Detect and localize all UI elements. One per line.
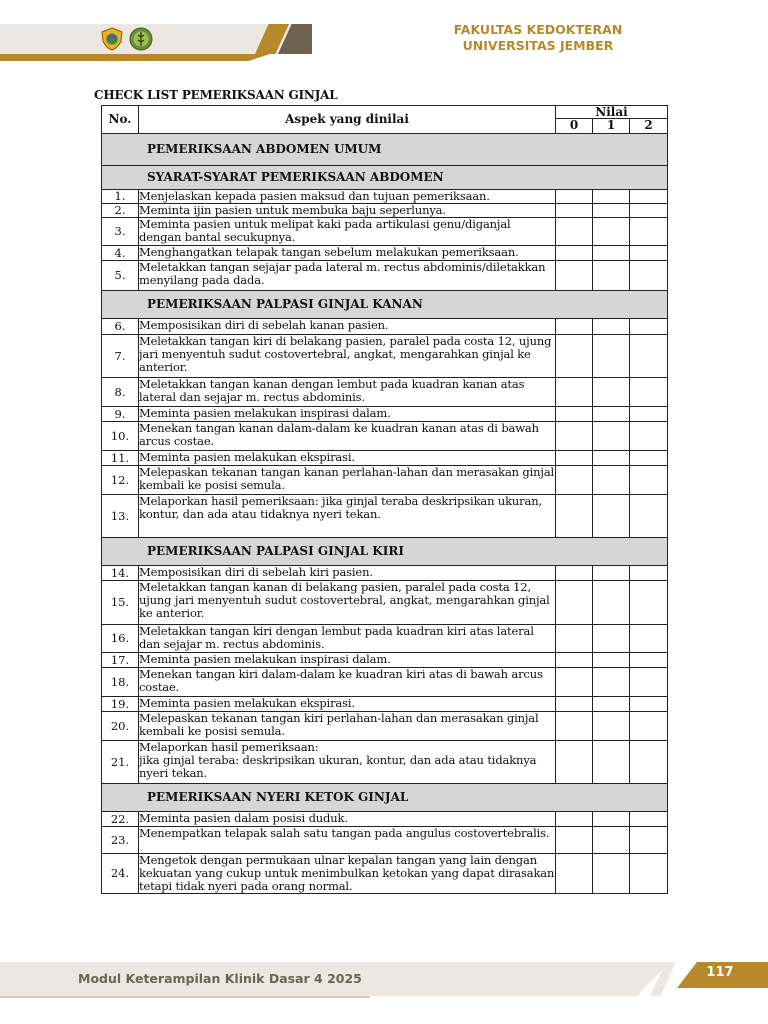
score-cell-2[interactable] xyxy=(630,812,668,827)
score-cell-1[interactable] xyxy=(593,378,630,407)
score-cell-2[interactable] xyxy=(630,422,668,451)
score-cell-0[interactable] xyxy=(556,218,593,246)
item-aspek: Meletakkan tangan kanan di belakang pasien, paralel pada costa 12, ujung jari menyentuh sudut costovertebral, angkat, mengarahkan ginjal ke anterior. xyxy=(139,581,556,625)
item-aspek: Melaporkan hasil pemeriksaan: jika ginjal teraba: deskripsikan ukuran, kontur, dan ada atau tidaknya nyeri tekan. xyxy=(139,741,556,784)
item-aspek: Menekan tangan kiri dalam-dalam ke kuadran kiri atas di bawah arcus costae. xyxy=(139,668,556,697)
score-cell-2[interactable] xyxy=(630,335,668,378)
score-cell-0[interactable] xyxy=(556,407,593,422)
score-cell-1[interactable] xyxy=(593,668,630,697)
score-cell-1[interactable] xyxy=(593,466,630,495)
item-number: 7. xyxy=(102,335,139,378)
item-number: 22. xyxy=(102,812,139,827)
score-cell-0[interactable] xyxy=(556,812,593,827)
item-number: 21. xyxy=(102,741,139,784)
table-row xyxy=(102,378,668,407)
item-aspek: Meminta pasien melakukan ekspirasi. xyxy=(139,451,556,466)
faculty-line-2: UNIVERSITAS JEMBER xyxy=(462,38,614,53)
item-aspek: Memposisikan diri di sebelah kanan pasien. xyxy=(139,319,556,335)
score-cell-1[interactable] xyxy=(593,812,630,827)
table-row xyxy=(102,319,668,335)
col-header-no: No. xyxy=(102,106,139,134)
score-cell-2[interactable] xyxy=(630,668,668,697)
item-aspek: Mengetok dengan permukaan ulnar kepalan tangan yang lain dengan kekuatan yang cukup untuk menimbulkan ketokan yang dapat dirasakan tetapi tidak nyeri pada orang normal. xyxy=(139,853,555,893)
score-cell-0[interactable] xyxy=(556,566,593,581)
col-header-score-0: 0 xyxy=(556,119,593,134)
item-aspek: Meminta pasien untuk melipat kaki pada artikulasi genu/diganjal dengan bantal secukupnya. xyxy=(139,218,556,246)
score-cell-1[interactable] xyxy=(593,335,630,378)
section-title: PEMERIKSAAN PALPASI GINJAL KIRI xyxy=(102,538,668,566)
score-cell-1[interactable] xyxy=(593,625,630,653)
score-cell-1[interactable] xyxy=(593,261,630,291)
item-aspek: Meletakkan tangan sejajar pada lateral m. rectus abdominis/diletakkan menyilang pada dada. xyxy=(139,261,556,291)
item-number: 5. xyxy=(102,261,139,291)
score-cell-2[interactable] xyxy=(630,495,668,538)
table-row xyxy=(102,741,668,784)
score-cell-1[interactable] xyxy=(593,319,630,335)
header-gold-underline xyxy=(0,54,270,61)
item-aspek: Menghangatkan telapak tangan sebelum melakukan pemeriksaan. xyxy=(139,246,556,261)
score-cell-1[interactable] xyxy=(593,451,630,466)
item-aspek: Meletakkan tangan kiri dengan lembut pada kuadran kiri atas lateral dan sejajar m. rectus abdominis. xyxy=(139,625,556,653)
section-row xyxy=(102,291,668,319)
item-aspek: Memposisikan diri di sebelah kiri pasien. xyxy=(139,566,556,581)
table-row xyxy=(102,335,668,378)
col-header-nilai: Nilai xyxy=(556,106,668,119)
score-cell-2[interactable] xyxy=(630,204,668,218)
section-row xyxy=(102,538,668,566)
score-cell-1[interactable] xyxy=(593,854,630,894)
item-number: 1. xyxy=(102,190,139,204)
score-cell-2[interactable] xyxy=(630,712,668,741)
score-cell-0[interactable] xyxy=(556,335,593,378)
item-aspek: Meminta pasien melakukan ekspirasi. xyxy=(139,697,556,712)
item-number: 12. xyxy=(102,466,139,495)
item-aspek: Melepaskan tekanan tangan kanan perlahan-lahan dan merasakan ginjal kembali ke posisi semula. xyxy=(139,466,556,495)
table-row xyxy=(102,218,668,246)
score-cell-0[interactable] xyxy=(556,581,593,625)
item-number: 8. xyxy=(102,378,139,407)
score-cell-1[interactable] xyxy=(593,581,630,625)
score-cell-1[interactable] xyxy=(593,697,630,712)
score-cell-0[interactable] xyxy=(556,422,593,451)
score-cell-2[interactable] xyxy=(630,653,668,668)
score-cell-1[interactable] xyxy=(593,190,630,204)
item-aspek: Meletakkan tangan kanan dengan lembut pada kuadran kanan atas lateral dan sejajar m. rectus abdominis. xyxy=(139,378,556,407)
university-seal-icon xyxy=(100,27,124,51)
score-cell-1[interactable] xyxy=(593,204,630,218)
section-row xyxy=(102,134,668,166)
score-cell-1[interactable] xyxy=(593,712,630,741)
score-cell-0[interactable] xyxy=(556,668,593,697)
score-cell-0[interactable] xyxy=(556,712,593,741)
item-number: 6. xyxy=(102,319,139,335)
item-aspek: Menekan tangan kanan dalam-dalam ke kuadran kanan atas di bawah arcus costae. xyxy=(139,422,556,451)
score-cell-2[interactable] xyxy=(630,566,668,581)
item-number: 13. xyxy=(102,495,139,538)
col-header-score-1: 1 xyxy=(593,119,630,134)
score-cell-2[interactable] xyxy=(630,261,668,291)
item-number: 14. xyxy=(102,566,139,581)
table-row xyxy=(102,466,668,495)
table-row xyxy=(102,204,668,218)
table-row xyxy=(102,812,668,827)
item-number: 11. xyxy=(102,451,139,466)
table-row xyxy=(102,712,668,741)
section-row xyxy=(102,166,668,190)
score-cell-0[interactable] xyxy=(556,319,593,335)
item-aspek: Meminta ijin pasien untuk membuka baju seperlunya. xyxy=(139,204,556,218)
col-header-score-2: 2 xyxy=(630,119,668,134)
table-row xyxy=(102,625,668,653)
item-aspek: Melaporkan hasil pemeriksaan: jika ginjal teraba deskripsikan ukuran, kontur, dan ada atau tidaknya nyeri tekan. xyxy=(139,495,556,538)
item-aspek: Menjelaskan kepada pasien maksud dan tujuan pemeriksaan. xyxy=(139,190,556,204)
faculty-line-1: FAKULTAS KEDOKTERAN xyxy=(453,22,623,37)
score-cell-0[interactable] xyxy=(556,495,593,538)
col-header-aspek: Aspek yang dinilai xyxy=(139,106,556,134)
score-cell-0[interactable] xyxy=(556,246,593,261)
table-row xyxy=(102,566,668,581)
item-aspek: Meminta pasien melakukan inspirasi dalam. xyxy=(139,653,556,668)
score-cell-1[interactable] xyxy=(593,741,630,784)
page-number: 117 xyxy=(706,965,734,980)
item-number: 19. xyxy=(102,697,139,712)
score-cell-1[interactable] xyxy=(593,653,630,668)
table-row xyxy=(102,246,668,261)
score-cell-0[interactable] xyxy=(556,190,593,204)
item-number: 15. xyxy=(102,581,139,625)
item-aspek: Meminta pasien dalam posisi duduk. xyxy=(139,812,556,827)
item-number: 20. xyxy=(102,712,139,741)
item-number: 3. xyxy=(102,218,139,246)
section-title: SYARAT-SYARAT PEMERIKSAAN ABDOMEN xyxy=(102,166,668,190)
section-title: PEMERIKSAAN ABDOMEN UMUM xyxy=(102,134,668,166)
score-cell-0[interactable] xyxy=(556,625,593,653)
score-cell-1[interactable] xyxy=(593,218,630,246)
table-row xyxy=(102,261,668,291)
score-cell-2[interactable] xyxy=(630,581,668,625)
footer-line xyxy=(0,996,370,998)
faculty-name xyxy=(420,22,656,54)
score-cell-0[interactable] xyxy=(556,466,593,495)
score-cell-1[interactable] xyxy=(593,422,630,451)
score-cell-0[interactable] xyxy=(556,854,593,894)
score-cell-2[interactable] xyxy=(630,827,668,854)
item-number: 23. xyxy=(102,827,139,854)
table-row xyxy=(102,697,668,712)
score-cell-0[interactable] xyxy=(556,653,593,668)
score-cell-2[interactable] xyxy=(630,741,668,784)
page-title: CHECK LIST PEMERIKSAAN GINJAL xyxy=(94,88,338,102)
table-row xyxy=(102,668,668,697)
score-cell-1[interactable] xyxy=(593,495,630,538)
score-cell-2[interactable] xyxy=(630,854,668,894)
score-cell-2[interactable] xyxy=(630,319,668,335)
item-number: 4. xyxy=(102,246,139,261)
item-aspek: Melepaskan tekanan tangan kiri perlahan-lahan dan merasakan ginjal kembali ke posisi semula. xyxy=(139,712,556,741)
item-number: 17. xyxy=(102,653,139,668)
item-aspek: Meminta pasien melakukan inspirasi dalam. xyxy=(139,407,556,422)
score-cell-2[interactable] xyxy=(630,466,668,495)
module-title: Modul Keterampilan Klinik Dasar 4 2025 xyxy=(78,971,362,986)
item-number: 24. xyxy=(102,854,139,894)
item-number: 18. xyxy=(102,668,139,697)
section-title: PEMERIKSAAN NYERI KETOK GINJAL xyxy=(102,784,668,812)
item-aspek: Menempatkan telapak salah satu tangan pada angulus costovertebralis. xyxy=(139,827,556,854)
item-number: 2. xyxy=(102,204,139,218)
score-cell-1[interactable] xyxy=(593,566,630,581)
score-cell-2[interactable] xyxy=(630,625,668,653)
score-cell-2[interactable] xyxy=(630,190,668,204)
score-cell-1[interactable] xyxy=(593,246,630,261)
section-row xyxy=(102,784,668,812)
table-row xyxy=(102,495,668,538)
faculty-emblem-icon xyxy=(129,27,153,51)
score-cell-2[interactable] xyxy=(630,246,668,261)
score-cell-0[interactable] xyxy=(556,378,593,407)
score-cell-2[interactable] xyxy=(630,697,668,712)
section-title: PEMERIKSAAN PALPASI GINJAL KANAN xyxy=(102,291,668,319)
table-row xyxy=(102,854,668,894)
table-row xyxy=(102,827,668,854)
score-cell-0[interactable] xyxy=(556,827,593,854)
score-cell-2[interactable] xyxy=(630,451,668,466)
score-cell-0[interactable] xyxy=(556,697,593,712)
score-cell-0[interactable] xyxy=(556,741,593,784)
item-number: 9. xyxy=(102,407,139,422)
checklist-table xyxy=(101,105,668,894)
score-cell-0[interactable] xyxy=(556,261,593,291)
score-cell-1[interactable] xyxy=(593,407,630,422)
score-cell-1[interactable] xyxy=(593,827,630,854)
score-cell-2[interactable] xyxy=(630,218,668,246)
score-cell-0[interactable] xyxy=(556,204,593,218)
table-row xyxy=(102,407,668,422)
table-row xyxy=(102,581,668,625)
item-number: 10. xyxy=(102,422,139,451)
table-row xyxy=(102,653,668,668)
table-row xyxy=(102,422,668,451)
table-row xyxy=(102,190,668,204)
score-cell-2[interactable] xyxy=(630,378,668,407)
score-cell-2[interactable] xyxy=(630,407,668,422)
score-cell-0[interactable] xyxy=(556,451,593,466)
item-aspek: Meletakkan tangan kiri di belakang pasien, paralel pada costa 12, ujung jari menyentuh sudut costovertebral, angkat, mengarahkan ginjal ke anterior. xyxy=(139,335,556,378)
item-number: 16. xyxy=(102,625,139,653)
table-row xyxy=(102,451,668,466)
